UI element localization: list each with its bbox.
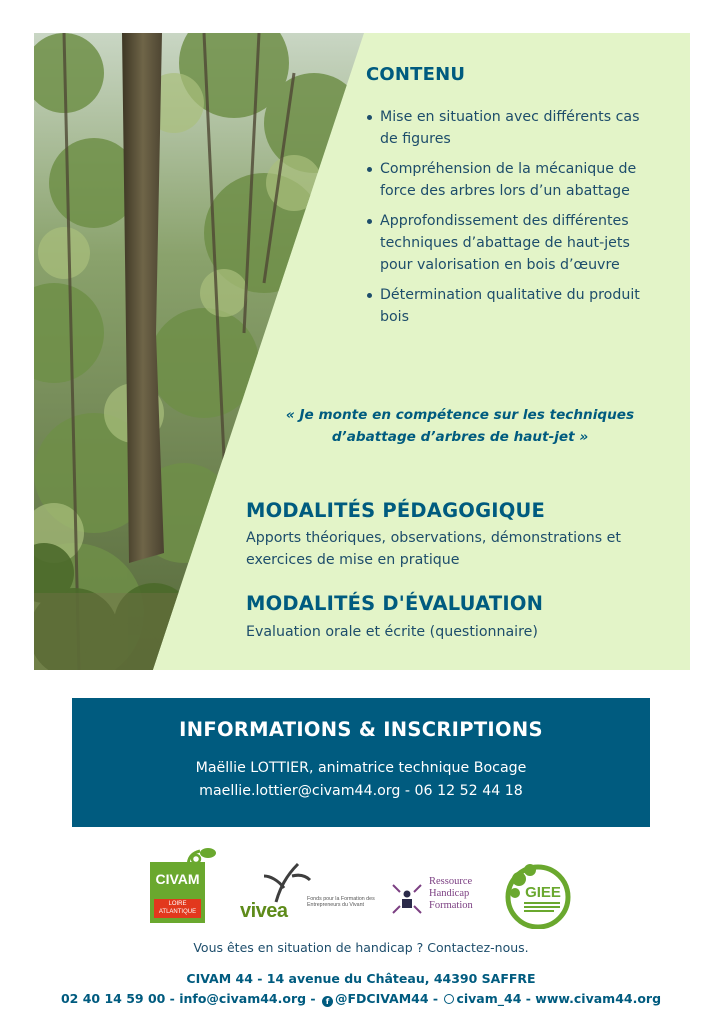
giee-logo — [502, 861, 574, 929]
rhf-line: Ressource — [429, 876, 473, 887]
list-item: Mise en situation avec différents cas de figures — [364, 106, 654, 150]
civam-wordmark: CIVAM — [155, 871, 200, 887]
list-item: Approfondissement des différentes techniques d’abattage de haut-jets pour valorisation en bois d’œuvre — [364, 210, 654, 276]
modalites-pedagogique-text: Apports théoriques, observations, démonstrations et exercices de mise en pratique — [246, 530, 621, 568]
contact-line — [0, 991, 722, 1007]
list-item: Détermination qualitative du produit bois — [364, 284, 654, 328]
rhf-line: Handicap — [429, 888, 470, 899]
civam-logo — [150, 847, 220, 925]
contact-name: Maëllie LOTTIER, animatrice technique Bocage — [195, 760, 527, 776]
address: CIVAM 44 - 14 avenue du Château, 44390 SAFFRE — [186, 971, 536, 986]
handicap-notice: Vous êtes en situation de handicap ? Contactez-nous. — [193, 940, 529, 955]
rhf-line: Formation — [429, 900, 473, 911]
quote: « Je monte en compétence sur les techniques d’abattage d’arbres de haut-jet » — [285, 407, 635, 445]
instagram-icon — [444, 994, 454, 1004]
civam-region: LOIRE ATLANTIQUE — [154, 899, 201, 918]
vivea-subtitle: Fonds pour la Formation des Entrepreneurs du Vivant — [307, 896, 375, 908]
list-item: Compréhension de la mécanique de force des arbres lors d’un abattage — [364, 158, 654, 202]
ressource-handicap-formation-logo — [390, 876, 490, 926]
vivea-logo — [238, 858, 373, 928]
contenu-list — [364, 106, 654, 336]
contact-email-phone[interactable]: maellie.lottier@civam44.org - 06 12 52 44 18 — [199, 783, 523, 799]
info-title: INFORMATIONS & INSCRIPTIONS — [179, 718, 543, 741]
modalites-evaluation-title: MODALITÉS D'ÉVALUATION — [246, 592, 544, 615]
giee-emblem-icon — [502, 861, 574, 929]
modalites-pedagogique-title: MODALITÉS PÉDAGOGIQUE — [246, 499, 546, 522]
info-box — [72, 698, 650, 827]
modalites-evaluation-text: Evaluation orale et écrite (questionnaire) — [246, 624, 538, 640]
handicap-person-icon — [390, 882, 424, 916]
facebook-icon: f — [322, 996, 333, 1007]
giee-wordmark: GIEE — [525, 884, 561, 901]
vivea-wordmark: vivea — [240, 900, 288, 922]
phone-email[interactable]: 02 40 14 59 00 - info@civam44.org - — [60, 991, 316, 1006]
facebook-handle[interactable]: @FDCIVAM44 - — [334, 991, 439, 1006]
instagram-website[interactable]: civam_44 - www.civam44.org — [456, 991, 662, 1006]
contenu-title: CONTENU — [366, 64, 466, 85]
